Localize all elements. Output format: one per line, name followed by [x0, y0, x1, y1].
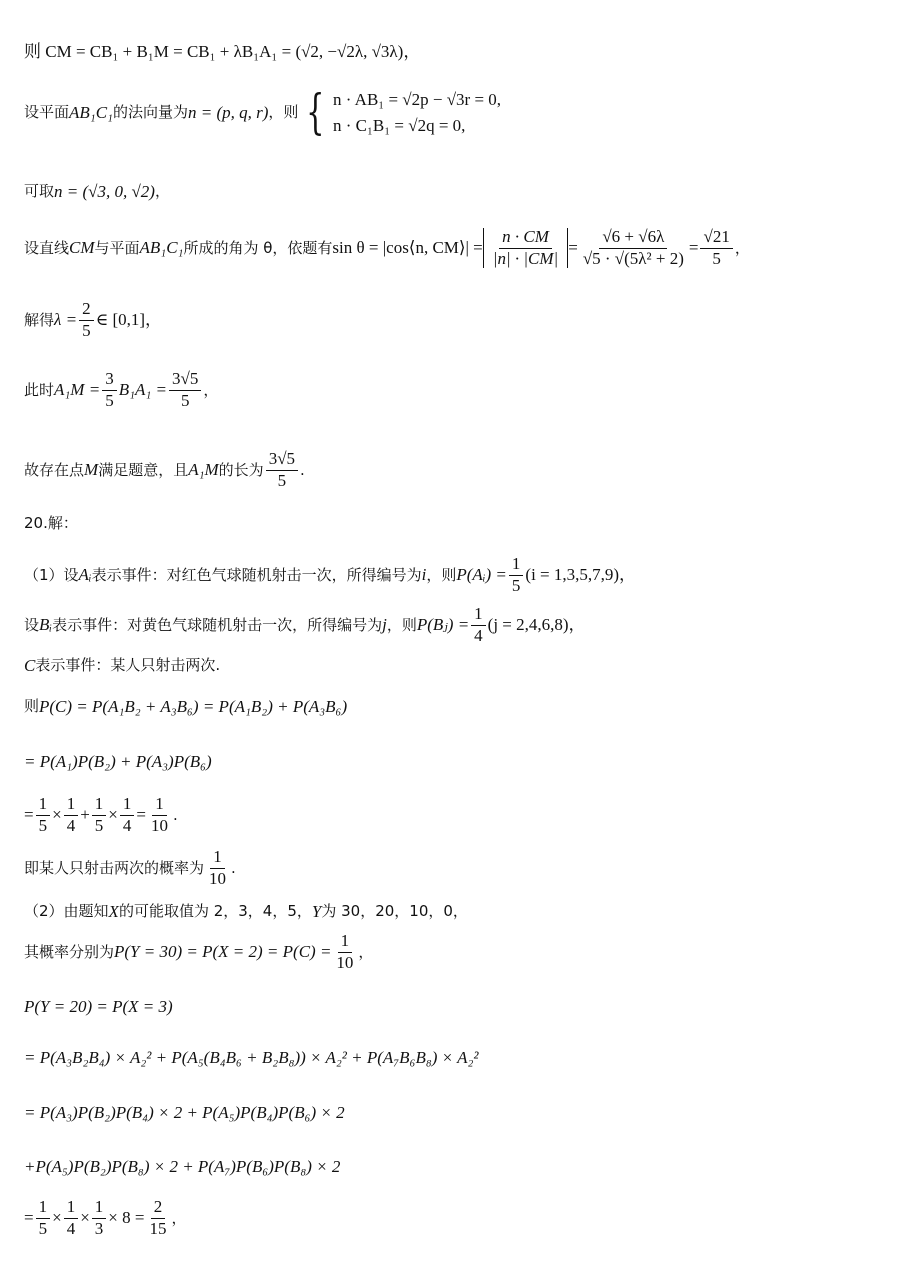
- fraction: $\frac{1}{5}$: [92, 795, 107, 835]
- fraction: $\frac{1}{4}$: [120, 795, 135, 835]
- line-sin-theta: 设直线 CM 与平面 AB₁C₁ 所成的角为 θ，依题有 sin θ = |cos⟨n, CM⟩| = $\frac{n \cdot CM}{|n| \cdot |CM|}$ = $\frac{√6 + √6\lambda}{\text{√5 · √(5λ² + 2)}}$ = $\frac{√21}{5}$ ，: [24, 227, 750, 268]
- line-py20-value: = $\frac{1}{5}$ × $\frac{1}{4}$ × $\frac{1}{3}$ × 8 = $\frac{2}{15}$ ，: [24, 1197, 187, 1238]
- line-solve-lambda: 解得 λ = $\frac{2}{5}$ ∈ [0,1]，: [24, 299, 163, 340]
- fraction-3sqrt5-5: $\frac{3√5}{5}$: [169, 370, 201, 410]
- fraction-1-5: $\frac{1}{5}$: [509, 555, 524, 595]
- line-pc: 则 P(C) = P(A₁B₂ + A₃B₆) = P(A₁B₂) + P(A₃B₆): [24, 697, 348, 716]
- fraction-n-cm: $\frac{n \cdot CM}{|n| \cdot |CM|}$: [492, 227, 559, 268]
- line-py20-products: = P(A₃)P(B₂)P(B₄) × 2 + P(A₅)P(B₄)P(B₆) × 2: [24, 1103, 345, 1122]
- line-cm-vector: [24, 42, 420, 62]
- fraction-1-4: $\frac{1}{4}$: [471, 605, 486, 645]
- line-event-c: C 表示事件：某人只射击两次.: [24, 656, 221, 675]
- fraction-1-10: $\frac{1}{10}$: [209, 847, 227, 888]
- normal-vector-def: n = (p, q, r): [187, 102, 269, 122]
- fraction: $\frac{2}{15}$: [149, 1197, 167, 1238]
- n-value: n = (√3, 0, √2): [54, 182, 155, 201]
- fraction: $\frac{1}{5}$: [36, 1198, 51, 1238]
- cm-vector-expression: 则 CM = CB₁ + B₁M = CB₁ + λB₁A₁ = (√2, −√2λ, √3λ)，: [24, 42, 421, 61]
- line-cm: CM: [69, 238, 95, 258]
- line-normal-vector: [24, 84, 502, 141]
- fraction-1-10: $\frac{1}{10}$: [336, 931, 354, 972]
- text-and-plane: 与平面: [94, 238, 140, 257]
- fraction-sqrt: $\frac{√6 + √6\lambda}{\text{√5 · √(5λ² + 2)}}$: [582, 227, 684, 268]
- text-normal-vector: 的法向量为: [112, 102, 188, 121]
- line-part-2: （2）由题知 X 的可能取值为 2，3，4，5， Y 为 30，20，10，0，: [24, 902, 468, 921]
- plane-name: AB₁C₁: [69, 102, 113, 122]
- line-py30: 其概率分别为 P(Y = 30) = P(X = 2) = P(C) = $\frac{1}{10}$ ，: [24, 931, 374, 972]
- fraction: $\frac{1}{4}$: [64, 1198, 79, 1238]
- left-brace-icon: {: [306, 84, 325, 141]
- text-set-line: 设直线: [24, 238, 70, 257]
- line-probability-two-shots: 即某人只射击两次的概率为 $\frac{1}{10}$ .: [24, 847, 236, 888]
- fraction-3-5: $\frac{3}{5}$: [102, 370, 117, 410]
- fraction: $\frac{1}{4}$: [64, 795, 79, 835]
- line-pc-value: = $\frac{1}{5}$ × $\frac{1}{4}$ + $\frac{1}{5}$ × $\frac{1}{4}$ = $\frac{1}{10}$ .: [24, 794, 178, 835]
- line-event-b: 设 Bᵢ 表示事件：对黄色气球随机射击一次，所得编号为 j ，则 P(Bⱼ) = $\frac{1}{4}$ (j = 2,4,6,8)，: [24, 604, 586, 645]
- line-pc-expand: = P(A₁)P(B₂) + P(A₃)P(B₆): [24, 752, 212, 771]
- text-angle: 所成的角为 θ，依题有: [183, 238, 333, 257]
- fraction-2-5: $\frac{2}{5}$: [79, 300, 94, 340]
- problem-20-heading: 20.解：: [24, 514, 78, 532]
- fraction: $\frac{1}{3}$: [92, 1198, 107, 1238]
- abs-fraction: [483, 228, 568, 268]
- plane-ab1c1: AB₁C₁: [139, 238, 184, 258]
- line-conclusion: 故存在点 M 满足题意，且 A₁M 的长为 $\frac{3√5}{5}$ .: [24, 449, 305, 490]
- fraction: $\frac{1}{5}$: [36, 795, 51, 835]
- sin-cos-expression: sin θ = |cos⟨n, CM⟩| =: [332, 238, 483, 258]
- fraction-sqrt21: $\frac{√21}{5}$: [700, 228, 732, 268]
- comma: ，: [154, 182, 170, 201]
- line-take-n: [24, 182, 170, 202]
- fraction-length: $\frac{3√5}{5}$: [266, 450, 298, 490]
- line-py20-expand: = P(A₃B₂B₄) × A₂² + P(A₅(B₄B₆ + B₂B₈)) × A₂² + P(A₇B₆B₈) × A₂²: [24, 1048, 479, 1067]
- text-then: ，则: [268, 102, 299, 121]
- line-py20-products-2: +P(A₅)P(B₂)P(B₈) × 2 + P(A₇)P(B₆)P(B₈) × 2: [24, 1157, 341, 1176]
- text-set-plane: 设平面: [24, 102, 70, 121]
- line-py20: P(Y = 20) = P(X = 3): [24, 997, 173, 1016]
- equation-1: n · AB₁ = √2p − √3r = 0,: [332, 90, 502, 109]
- line-event-a: （1）设 Aᵢ 表示事件：对红色气球随机射击一次，所得编号为 i ，则 P(Aᵢ) = $\frac{1}{5}$ (i = 1,3,5,7,9)，: [24, 554, 637, 595]
- fraction: $\frac{1}{10}$: [150, 794, 168, 835]
- equation-system: [333, 90, 501, 135]
- line-a1m: 此时 A₁M = $\frac{3}{5}$ B₁A₁ = $\frac{3√5}{5}$ ，: [24, 369, 219, 410]
- text-take: 可取: [24, 182, 55, 201]
- equation-2: n · C₁B₁ = √2q = 0,: [332, 115, 466, 135]
